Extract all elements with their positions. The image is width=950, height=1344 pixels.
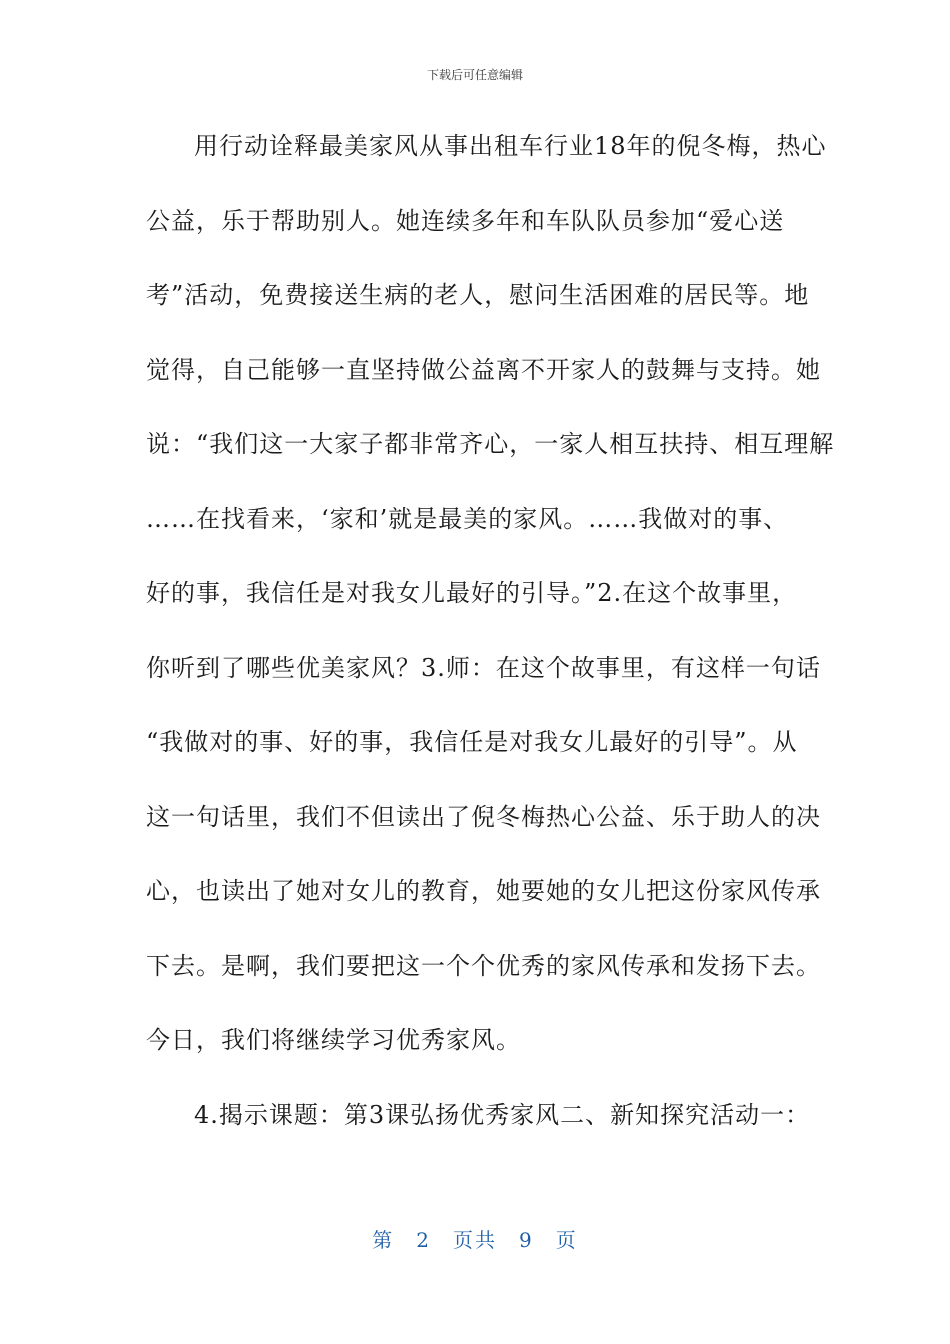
current-page-number: 2 [416,1228,431,1252]
paragraph-line: 考”活动，免费接送生病的老人，慰问生活困难的居民等。地 [146,281,810,309]
total-pages-number: 9 [519,1228,534,1252]
document-body [146,118,835,1161]
paragraph-line: 用行动诠释最美家风从事出租车行业18年的倪冬梅，热心 [194,132,827,160]
paragraph-line: 这一句话里，我们不但读出了倪冬梅热心公益、乐于助人的决 [146,802,821,831]
paragraph-line: 说：“我们这一大家子都非常齐心，一家人相互扶持、相互理解 [146,430,835,458]
paragraph-line: 4.揭示课题：第3课弘扬优秀家风二、新知探究活动一： [194,1100,811,1129]
paragraph-line: 公益，乐于帮助别人。她连续多年和车队队员参加“爱心送 [146,206,785,235]
paragraph-line: ……在找看来，‘家和’就是最美的家风。……我做对的事、 [146,504,789,533]
page-footer [0,1224,950,1253]
page-header: 下载后可任意编辑 [426,68,523,82]
footer-label-mid: 页共 [453,1228,497,1252]
paragraph-line: 心，也读出了她对女儿的教育，她要她的女儿把这份家风传承 [146,877,821,905]
footer-label-suffix: 页 [555,1228,578,1252]
paragraph-line: 下去。是啊，我们要把这一个个优秀的家风传承和发扬下去。 [146,951,821,980]
paragraph-line: 觉得，自己能够一直坚持做公益离不开家人的鼓舞与支持。她 [146,355,821,384]
footer-label-prefix: 第 [372,1228,395,1252]
paragraph-line: 今日，我们将继续学习优秀家风。 [146,1026,521,1054]
paragraph-line: “我做对的事、好的事，我信任是对我女儿最好的引导”。从 [146,728,798,756]
paragraph-line: 你听到了哪些优美家风？3.师：在这个故事里，有这样一句话 [146,653,821,682]
paragraph-line: 好的事，我信任是对我女儿最好的引导。”2.在这个故事里， [146,579,798,607]
